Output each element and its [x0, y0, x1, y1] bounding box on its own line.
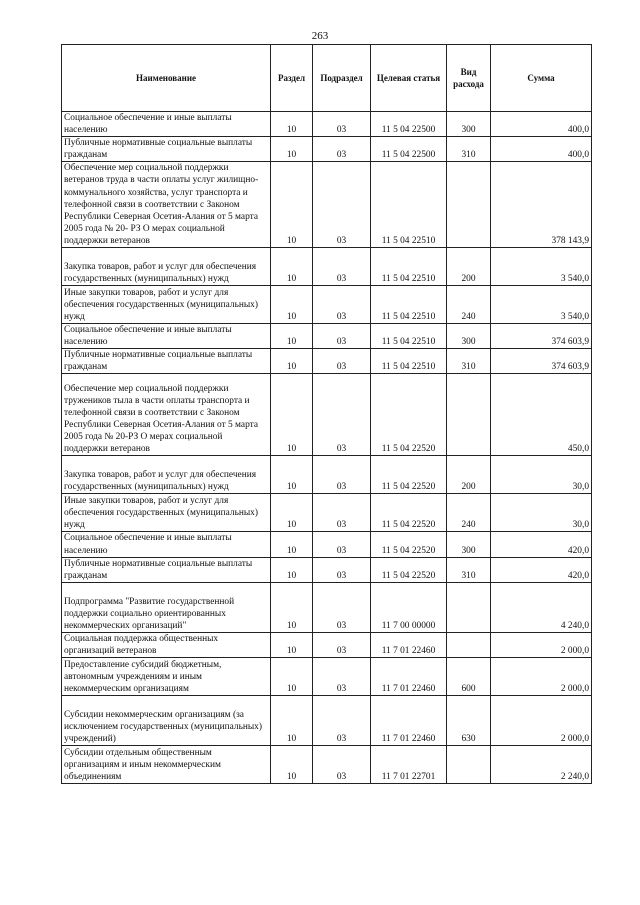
- row-name: Социальное обеспечение и иные выплаты населению: [62, 324, 271, 349]
- row-amount: 4 240,0: [491, 582, 592, 632]
- row-expense-type: [447, 582, 491, 632]
- row-name: Закупка товаров, работ и услуг для обеспечения государственных (муниципальных) нужд: [62, 248, 271, 286]
- row-amount: 420,0: [491, 532, 592, 557]
- row-section: 10: [271, 557, 313, 582]
- row-name: Публичные нормативные социальные выплаты гражданам: [62, 137, 271, 162]
- row-subsection: 03: [313, 112, 371, 137]
- row-section: 10: [271, 494, 313, 532]
- row-expense-type: 310: [447, 557, 491, 582]
- row-amount: 2 000,0: [491, 632, 592, 657]
- row-expense-type: [447, 745, 491, 783]
- row-subsection: 03: [313, 374, 371, 456]
- table-header-row: [62, 45, 592, 112]
- row-section: 10: [271, 324, 313, 349]
- row-section: 10: [271, 112, 313, 137]
- row-subsection: 03: [313, 162, 371, 248]
- row-amount: 2 000,0: [491, 657, 592, 695]
- row-name: Обеспечение мер социальной поддержки ветеранов труда в части оплаты услуг жилищно-коммунального хозяйства, услуг транспорта и телефонной связи в соответствии с Законом Республики Северная Осетия-Алания от 5 марта 2005 года № 20- РЗ О мерах социальной поддержки ветеранов: [62, 162, 271, 248]
- header-expense-type: Вид расхода: [447, 45, 491, 112]
- row-target: 11 5 04 22520: [371, 374, 447, 456]
- row-section: 10: [271, 286, 313, 324]
- table-row: [62, 162, 592, 248]
- row-subsection: 03: [313, 695, 371, 745]
- table-row: [62, 456, 592, 494]
- table-row: [62, 286, 592, 324]
- header-amount: Сумма: [491, 45, 592, 112]
- row-section: 10: [271, 456, 313, 494]
- row-target: 11 7 01 22460: [371, 632, 447, 657]
- row-subsection: 03: [313, 745, 371, 783]
- table-row: [62, 494, 592, 532]
- row-expense-type: 310: [447, 137, 491, 162]
- row-name: Субсидии некоммерческим организациям (за исключением государственных (муниципальных) учреждений): [62, 695, 271, 745]
- header-name: Наименование: [62, 45, 271, 112]
- row-target: 11 7 01 22460: [371, 695, 447, 745]
- budget-table: [61, 44, 592, 784]
- row-name: Социальное обеспечение и иные выплаты населению: [62, 112, 271, 137]
- row-target: 11 5 04 22520: [371, 532, 447, 557]
- table-row: [62, 632, 592, 657]
- row-target: 11 5 04 22510: [371, 248, 447, 286]
- row-target: 11 5 04 22510: [371, 162, 447, 248]
- row-amount: 374 603,9: [491, 324, 592, 349]
- table-row: [62, 112, 592, 137]
- page-number: 263: [311, 30, 329, 42]
- row-target: 11 5 04 22520: [371, 557, 447, 582]
- row-amount: 30,0: [491, 456, 592, 494]
- row-amount: 450,0: [491, 374, 592, 456]
- row-expense-type: 200: [447, 456, 491, 494]
- table-row: [62, 248, 592, 286]
- row-target: 11 5 04 22520: [371, 456, 447, 494]
- table-row: [62, 374, 592, 456]
- row-subsection: 03: [313, 324, 371, 349]
- row-section: 10: [271, 137, 313, 162]
- row-subsection: 03: [313, 582, 371, 632]
- row-target: 11 5 04 22500: [371, 112, 447, 137]
- row-section: 10: [271, 248, 313, 286]
- row-expense-type: [447, 162, 491, 248]
- row-expense-type: 600: [447, 657, 491, 695]
- header-target: Целевая статья: [371, 45, 447, 112]
- row-expense-type: 240: [447, 494, 491, 532]
- row-subsection: 03: [313, 248, 371, 286]
- row-section: 10: [271, 374, 313, 456]
- row-target: 11 5 04 22510: [371, 286, 447, 324]
- row-subsection: 03: [313, 137, 371, 162]
- row-section: 10: [271, 162, 313, 248]
- table-row: [62, 657, 592, 695]
- row-expense-type: [447, 374, 491, 456]
- table-row: [62, 324, 592, 349]
- row-amount: 2 000,0: [491, 695, 592, 745]
- row-subsection: 03: [313, 532, 371, 557]
- row-name: Закупка товаров, работ и услуг для обеспечения государственных (муниципальных) нужд: [62, 456, 271, 494]
- row-name: Иные закупки товаров, работ и услуг для обеспечения государственных (муниципальных) нужд: [62, 494, 271, 532]
- row-name: Публичные нормативные социальные выплаты гражданам: [62, 557, 271, 582]
- table-row: [62, 349, 592, 374]
- row-section: 10: [271, 349, 313, 374]
- row-name: Предоставление субсидий бюджетным, автономным учреждениям и иным некоммерческим организациям: [62, 657, 271, 695]
- row-target: 11 5 04 22510: [371, 349, 447, 374]
- table-row: [62, 557, 592, 582]
- row-expense-type: 240: [447, 286, 491, 324]
- row-subsection: 03: [313, 494, 371, 532]
- row-subsection: 03: [313, 557, 371, 582]
- row-amount: 30,0: [491, 494, 592, 532]
- row-section: 10: [271, 632, 313, 657]
- row-subsection: 03: [313, 632, 371, 657]
- row-name: Социальная поддержка общественных организаций ветеранов: [62, 632, 271, 657]
- row-section: 10: [271, 657, 313, 695]
- row-amount: 420,0: [491, 557, 592, 582]
- row-section: 10: [271, 745, 313, 783]
- row-expense-type: 310: [447, 349, 491, 374]
- row-subsection: 03: [313, 286, 371, 324]
- row-name: Иные закупки товаров, работ и услуг для обеспечения государственных (муниципальных) нужд: [62, 286, 271, 324]
- row-expense-type: [447, 632, 491, 657]
- row-expense-type: 300: [447, 324, 491, 349]
- row-section: 10: [271, 582, 313, 632]
- row-target: 11 7 01 22460: [371, 657, 447, 695]
- table-row: [62, 745, 592, 783]
- row-name: Обеспечение мер социальной поддержки тружеников тыла в части оплаты транспорта и телефонной связи в соответствии с Законом Республики Северная Осетия-Алания от 5 марта 2005 года № 20-РЗ О мерах социальной поддержки ветеранов: [62, 374, 271, 456]
- row-expense-type: 200: [447, 248, 491, 286]
- row-target: 11 7 01 22701: [371, 745, 447, 783]
- table-row: [62, 532, 592, 557]
- row-expense-type: 300: [447, 532, 491, 557]
- row-subsection: 03: [313, 349, 371, 374]
- table-row: [62, 695, 592, 745]
- row-expense-type: 630: [447, 695, 491, 745]
- row-name: Социальное обеспечение и иные выплаты населению: [62, 532, 271, 557]
- row-name: Субсидии отдельным общественным организациям и иным некоммерческим объединениям: [62, 745, 271, 783]
- row-amount: 400,0: [491, 137, 592, 162]
- row-amount: 400,0: [491, 112, 592, 137]
- row-amount: 3 540,0: [491, 286, 592, 324]
- row-subsection: 03: [313, 456, 371, 494]
- row-name: Подпрограмма "Развитие государственной поддержки социально ориентированных некоммерческих организаций": [62, 582, 271, 632]
- row-amount: 3 540,0: [491, 248, 592, 286]
- row-section: 10: [271, 532, 313, 557]
- row-amount: 378 143,9: [491, 162, 592, 248]
- row-target: 11 5 04 22520: [371, 494, 447, 532]
- row-subsection: 03: [313, 657, 371, 695]
- row-expense-type: 300: [447, 112, 491, 137]
- row-target: 11 5 04 22510: [371, 324, 447, 349]
- row-target: 11 5 04 22500: [371, 137, 447, 162]
- row-name: Публичные нормативные социальные выплаты гражданам: [62, 349, 271, 374]
- header-subsection: Подраздел: [313, 45, 371, 112]
- row-amount: 374 603,9: [491, 349, 592, 374]
- row-amount: 2 240,0: [491, 745, 592, 783]
- row-target: 11 7 00 00000: [371, 582, 447, 632]
- table-row: [62, 582, 592, 632]
- row-section: 10: [271, 695, 313, 745]
- table-row: [62, 137, 592, 162]
- header-section: Раздел: [271, 45, 313, 112]
